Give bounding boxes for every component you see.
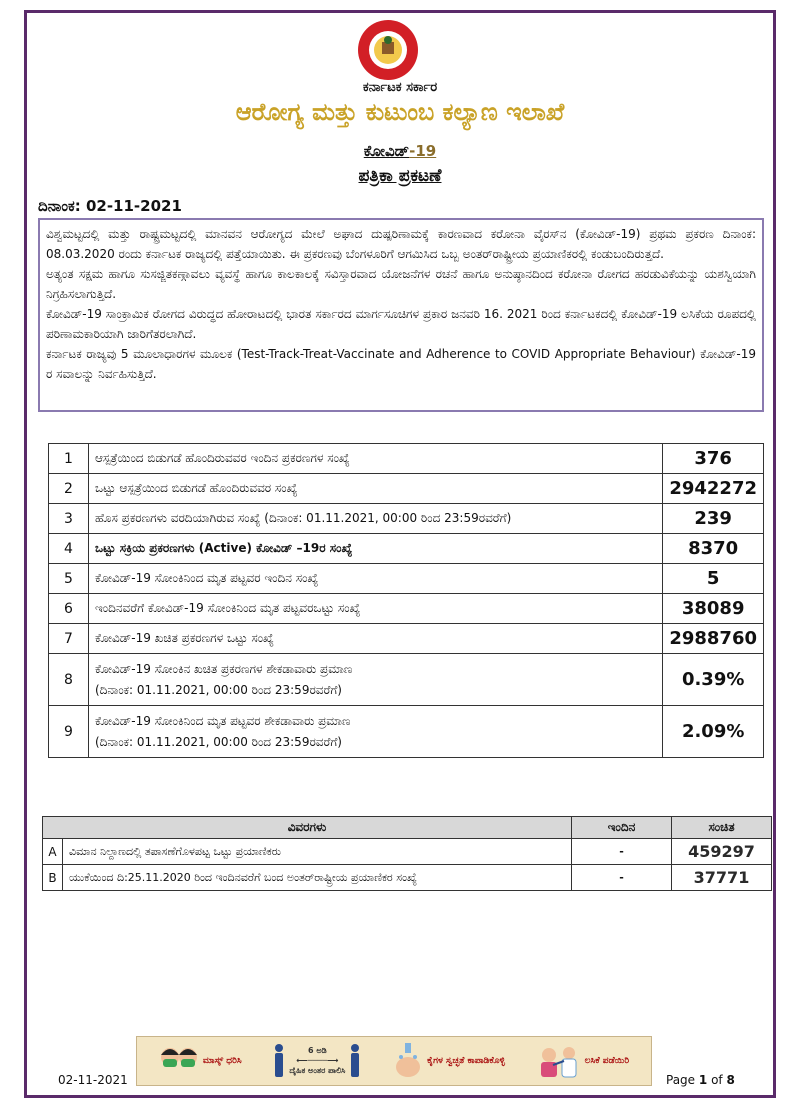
covid-heading-prefix: ಕೋವಿಡ್ [363,142,410,160]
hand-wash-icon [393,1043,423,1079]
department-title: ಆರೋಗ್ಯ ಮತ್ತು ಕುಟುಂಬ ಕಲ್ಯಾಣ ಇಲಾಖೆ [235,98,565,126]
row-cumulative: 37771 [672,865,772,891]
banner-distance [273,1043,361,1079]
row-index: 6 [49,594,89,624]
row-value: 239 [663,504,764,534]
covid-heading-suffix: -19 [409,142,437,160]
row-index: B [43,865,63,891]
table-row [43,865,772,891]
row-cumulative: 459297 [672,839,772,865]
page-total: 8 [726,1073,735,1087]
distance-arrow-icon: ⟵────⟶ [296,1056,339,1065]
row-label-cell [89,654,663,706]
covid-heading [0,142,800,160]
banner-vaccine [537,1043,629,1079]
person-icon [273,1043,285,1079]
header-cumulative: ಸಂಚಿತ [672,817,772,839]
row-value: 8370 [663,534,764,564]
table-row [49,706,764,758]
footer-page-number [666,1073,735,1087]
row-label-cell [89,706,663,758]
table-row [49,534,764,564]
banner-mask [159,1043,242,1079]
row-label: ಕೋವಿಡ್-19 ಖಚಿತ ಪ್ರಕರಣಗಳ ಒಟ್ಟು ಸಂಖ್ಯೆ [89,624,663,654]
page-current: 1 [698,1073,708,1087]
government-name: ಕರ್ನಾಟಕ ಸರ್ಕಾರ [362,80,438,95]
row-label: ಕೋವಿಡ್-19 ಸೋಂಕಿನಿಂದ ಮೃತ ಪಟ್ಟವರ ಇಂದಿನ ಸಂಖ್ಯೆ [89,564,663,594]
row-index: 9 [49,706,89,758]
header-today: ಇಂದಿನ [572,817,672,839]
intro-paragraph-1: ವಿಶ್ವಮಟ್ಟದಲ್ಲಿ ಮತ್ತು ರಾಷ್ಟ್ರಮಟ್ಟದಲ್ಲಿ ಮಾನವನ ಆರೋಗ್ಯದ ಮೇಲೆ ಅಘಾದ ದುಷ್ಪರಿಣಾಮಕ್ಕೆ ಕಾರಣವಾದ ಕರೋನಾ ವೈರಸ್‌ನ (ಕೋವಿಡ್-19) ಪ್ರಥಮ ಪ್ರಕರಣ ದಿನಾಂಕ: 08.03.2020 ರಂದು ಕರ್ನಾಟಕ ರಾಜ್ಯದಲ್ಲಿ ಪತ್ತೆಯಾಯಿತು. ಈ ಪ್ರಕರಣವು ಬೆಂಗಳೂರಿಗೆ ಆಗಮಿಸಿದ ಒಬ್ಬ ಅಂತರ್‌ರಾಷ್ಟ್ರೀಯ ಪ್ರಯಾಣಿಕರಲ್ಲಿ ಕಂಡುಬಂದಿರುತ್ತದೆ. [46,227,756,261]
row-label: ಕೋವಿಡ್-19 ಸೋಂಕಿನ ಖಚಿತ ಪ್ರಕರಣಗಳ ಶೇಕಡಾವಾರು ಪ್ರಮಾಣ [95,661,353,676]
release-date: ದಿನಾಂಕ: 02-11-2021 [38,197,182,215]
row-index: 2 [49,474,89,504]
row-value: 0.39% [663,654,764,706]
row-label: ಕೋವಿಡ್-19 ಸೋಂಕಿನಿಂದ ಮೃತ ಪಟ್ಟವರ ಶೇಕಡಾವಾರು ಪ್ರಮಾಣ [95,713,351,728]
intro-paragraph-2: ಅತ್ಯಂತ ಸಕ್ಷಮ ಹಾಗೂ ಸುಸಜ್ಜಿತಕಣ್ಗಾವಲು ವ್ಯವಸ್ಥೆ ಹಾಗೂ ಕಾಲಕಾಲಕ್ಕೆ ಸವಿಸ್ತಾರವಾದ ಯೋಜನೆಗಳ ರಚನೆ ಹಾಗೂ ಅನುಷ್ಠಾನದಿಂದ ಕರೋನಾ ರೋಗದ ಹರಡುವಿಕೆಯನ್ನು ಯಶಸ್ವಿಯಾಗಿ ನಿಗ್ರಹಿಸಲಾಗುತ್ತಿದೆ. [46,267,756,301]
table-row [49,564,764,594]
intro-paragraph-4: ಕರ್ನಾಟಕ ರಾಜ್ಯವು 5 ಮೂಲಾಧಾರಗಳ ಮೂಲಕ (Test-Track-Treat-Vaccinate and Adherence to COVID Appropriate Behaviour) ಕೋವಿಡ್-19 ರ ಸವಾಲನ್ನು ನಿರ್ವಹಿಸುತ್ತಿದೆ. [46,347,756,381]
header-details: ವಿವರಗಳು [43,817,572,839]
row-value: 2942272 [663,474,764,504]
table-row [49,444,764,474]
row-index: 8 [49,654,89,706]
table-row [43,839,772,865]
safety-banner [136,1036,652,1086]
row-value: 376 [663,444,764,474]
row-label: ಆಸ್ಪತ್ರೆಯಿಂದ ಬಿಡುಗಡೆ ಹೊಂದಿರುವವರ ಇಂದಿನ ಪ್ರಕರಣಗಳ ಸಂಖ್ಯೆ [89,444,663,474]
person-icon [349,1043,361,1079]
row-sublabel: (ದಿನಾಂಕ: 01.11.2021, 00:00 ರಿಂದ 23:59ರವರೆಗೆ) [95,734,342,749]
page-prefix: Page [666,1073,696,1087]
table-row [49,624,764,654]
row-index: 5 [49,564,89,594]
row-sublabel: (ದಿನಾಂಕ: 01.11.2021, 00:00 ರಿಂದ 23:59ರವರೆಗೆ) [95,682,342,697]
row-label: ಇಂದಿನವರೆಗೆ ಕೋವಿಡ್-19 ಸೋಂಕಿನಿಂದ ಮೃತ ಪಟ್ಟವರಒಟ್ಟು ಸಂಖ್ಯೆ [89,594,663,624]
karnataka-emblem-icon [344,18,432,82]
row-index: 7 [49,624,89,654]
row-label: ವಿಮಾನ ನಿಲ್ದಾಣದಲ್ಲಿ ತಪಾಸಣೆಗೊಳಪಟ್ಟ ಒಟ್ಟು ಪ್ರಯಾಣಿಕರು [63,839,572,865]
row-index: A [43,839,63,865]
row-index: 4 [49,534,89,564]
banner-hands-text: ಕೈಗಳ ಸ್ವಚ್ಛತೆ ಕಾಪಾಡಿಕೊಳ್ಳಿ [427,1056,505,1066]
footer-date: 02-11-2021 [58,1073,128,1087]
intro-box [38,218,764,412]
intro-paragraph-3: ಕೋವಿಡ್-19 ಸಾಂಕ್ರಾಮಿಕ ರೋಗದ ವಿರುದ್ಧದ ಹೋರಾಟದಲ್ಲಿ ಭಾರತ ಸರ್ಕಾರದ ಮಾರ್ಗಸೂಚಿಗಳ ಪ್ರಕಾರ ಜನವರಿ 16. 2021 ರಿಂದ ಕರ್ನಾಟಕದಲ್ಲಿ ಕೋವಿಡ್-19 ಲಸಿಕೆಯ ರೂಪದಲ್ಲಿ ಪರಿಣಾಮಕಾರಿಯಾಗಿ ಜಾರಿಗೆತರಲಾಗಿದೆ. [46,307,756,341]
page-of: of [711,1073,723,1087]
row-today: - [572,839,672,865]
banner-vaccine-text: ಲಸಿಕೆ ಪಡೆಯಿರಿ [584,1056,630,1066]
masked-faces-icon [159,1043,199,1079]
row-value: 5 [663,564,764,594]
row-label: ಒಟ್ಟು ಆಸ್ಪತ್ರೆಯಿಂದ ಬಿಡುಗಡೆ ಹೊಂದಿರುವವರ ಸಂಖ್ಯೆ [89,474,663,504]
table-row [49,594,764,624]
row-label: ಯುಕೆಯಿಂದ ದಿ:25.11.2020 ರಿಂದ ಇಂದಿನವರೆಗೆ ಬಂದ ಅಂತರ್‌ರಾಷ್ಟ್ರೀಯ ಪ್ರಯಾಣಿಕರ ಸಂಖ್ಯೆ [63,865,572,891]
row-label: ಒಟ್ಟು ಸಕ್ರಿಯ ಪ್ರಕರಣಗಳು (Active) ಕೋವಿಡ್ –19ರ ಸಂಖ್ಯೆ [89,534,663,564]
banner-hands [393,1043,505,1079]
distance-bottom: ದೈಹಿಕ ಅಂತರ ಪಾಲಿಸಿ [289,1066,346,1075]
table-row [49,474,764,504]
covid-stats-table [48,443,764,758]
banner-mask-text: ಮಾಸ್ಕ್ ಧರಿಸಿ [202,1056,242,1066]
row-value: 38089 [663,594,764,624]
distance-top: 6 ಅಡಿ [308,1046,327,1055]
distance-text [289,1046,345,1076]
vaccination-icon [537,1043,581,1079]
row-label: ಹೊಸ ಪ್ರಕರಣಗಳು ವರದಿಯಾಗಿರುವ ಸಂಖ್ಯೆ (ದಿನಾಂಕ: 01.11.2021, 00:00 ರಿಂದ 23:59ರವರೆಗೆ) [89,504,663,534]
row-index: 1 [49,444,89,474]
traveller-table [42,816,772,891]
row-index: 3 [49,504,89,534]
table-row [49,504,764,534]
row-today: - [572,865,672,891]
row-value: 2.09% [663,706,764,758]
row-value: 2988760 [663,624,764,654]
table-header-row [43,817,772,839]
press-release-title: ಪತ್ರಿಕಾ ಪ್ರಕಟಣೆ [358,166,442,186]
table-row [49,654,764,706]
